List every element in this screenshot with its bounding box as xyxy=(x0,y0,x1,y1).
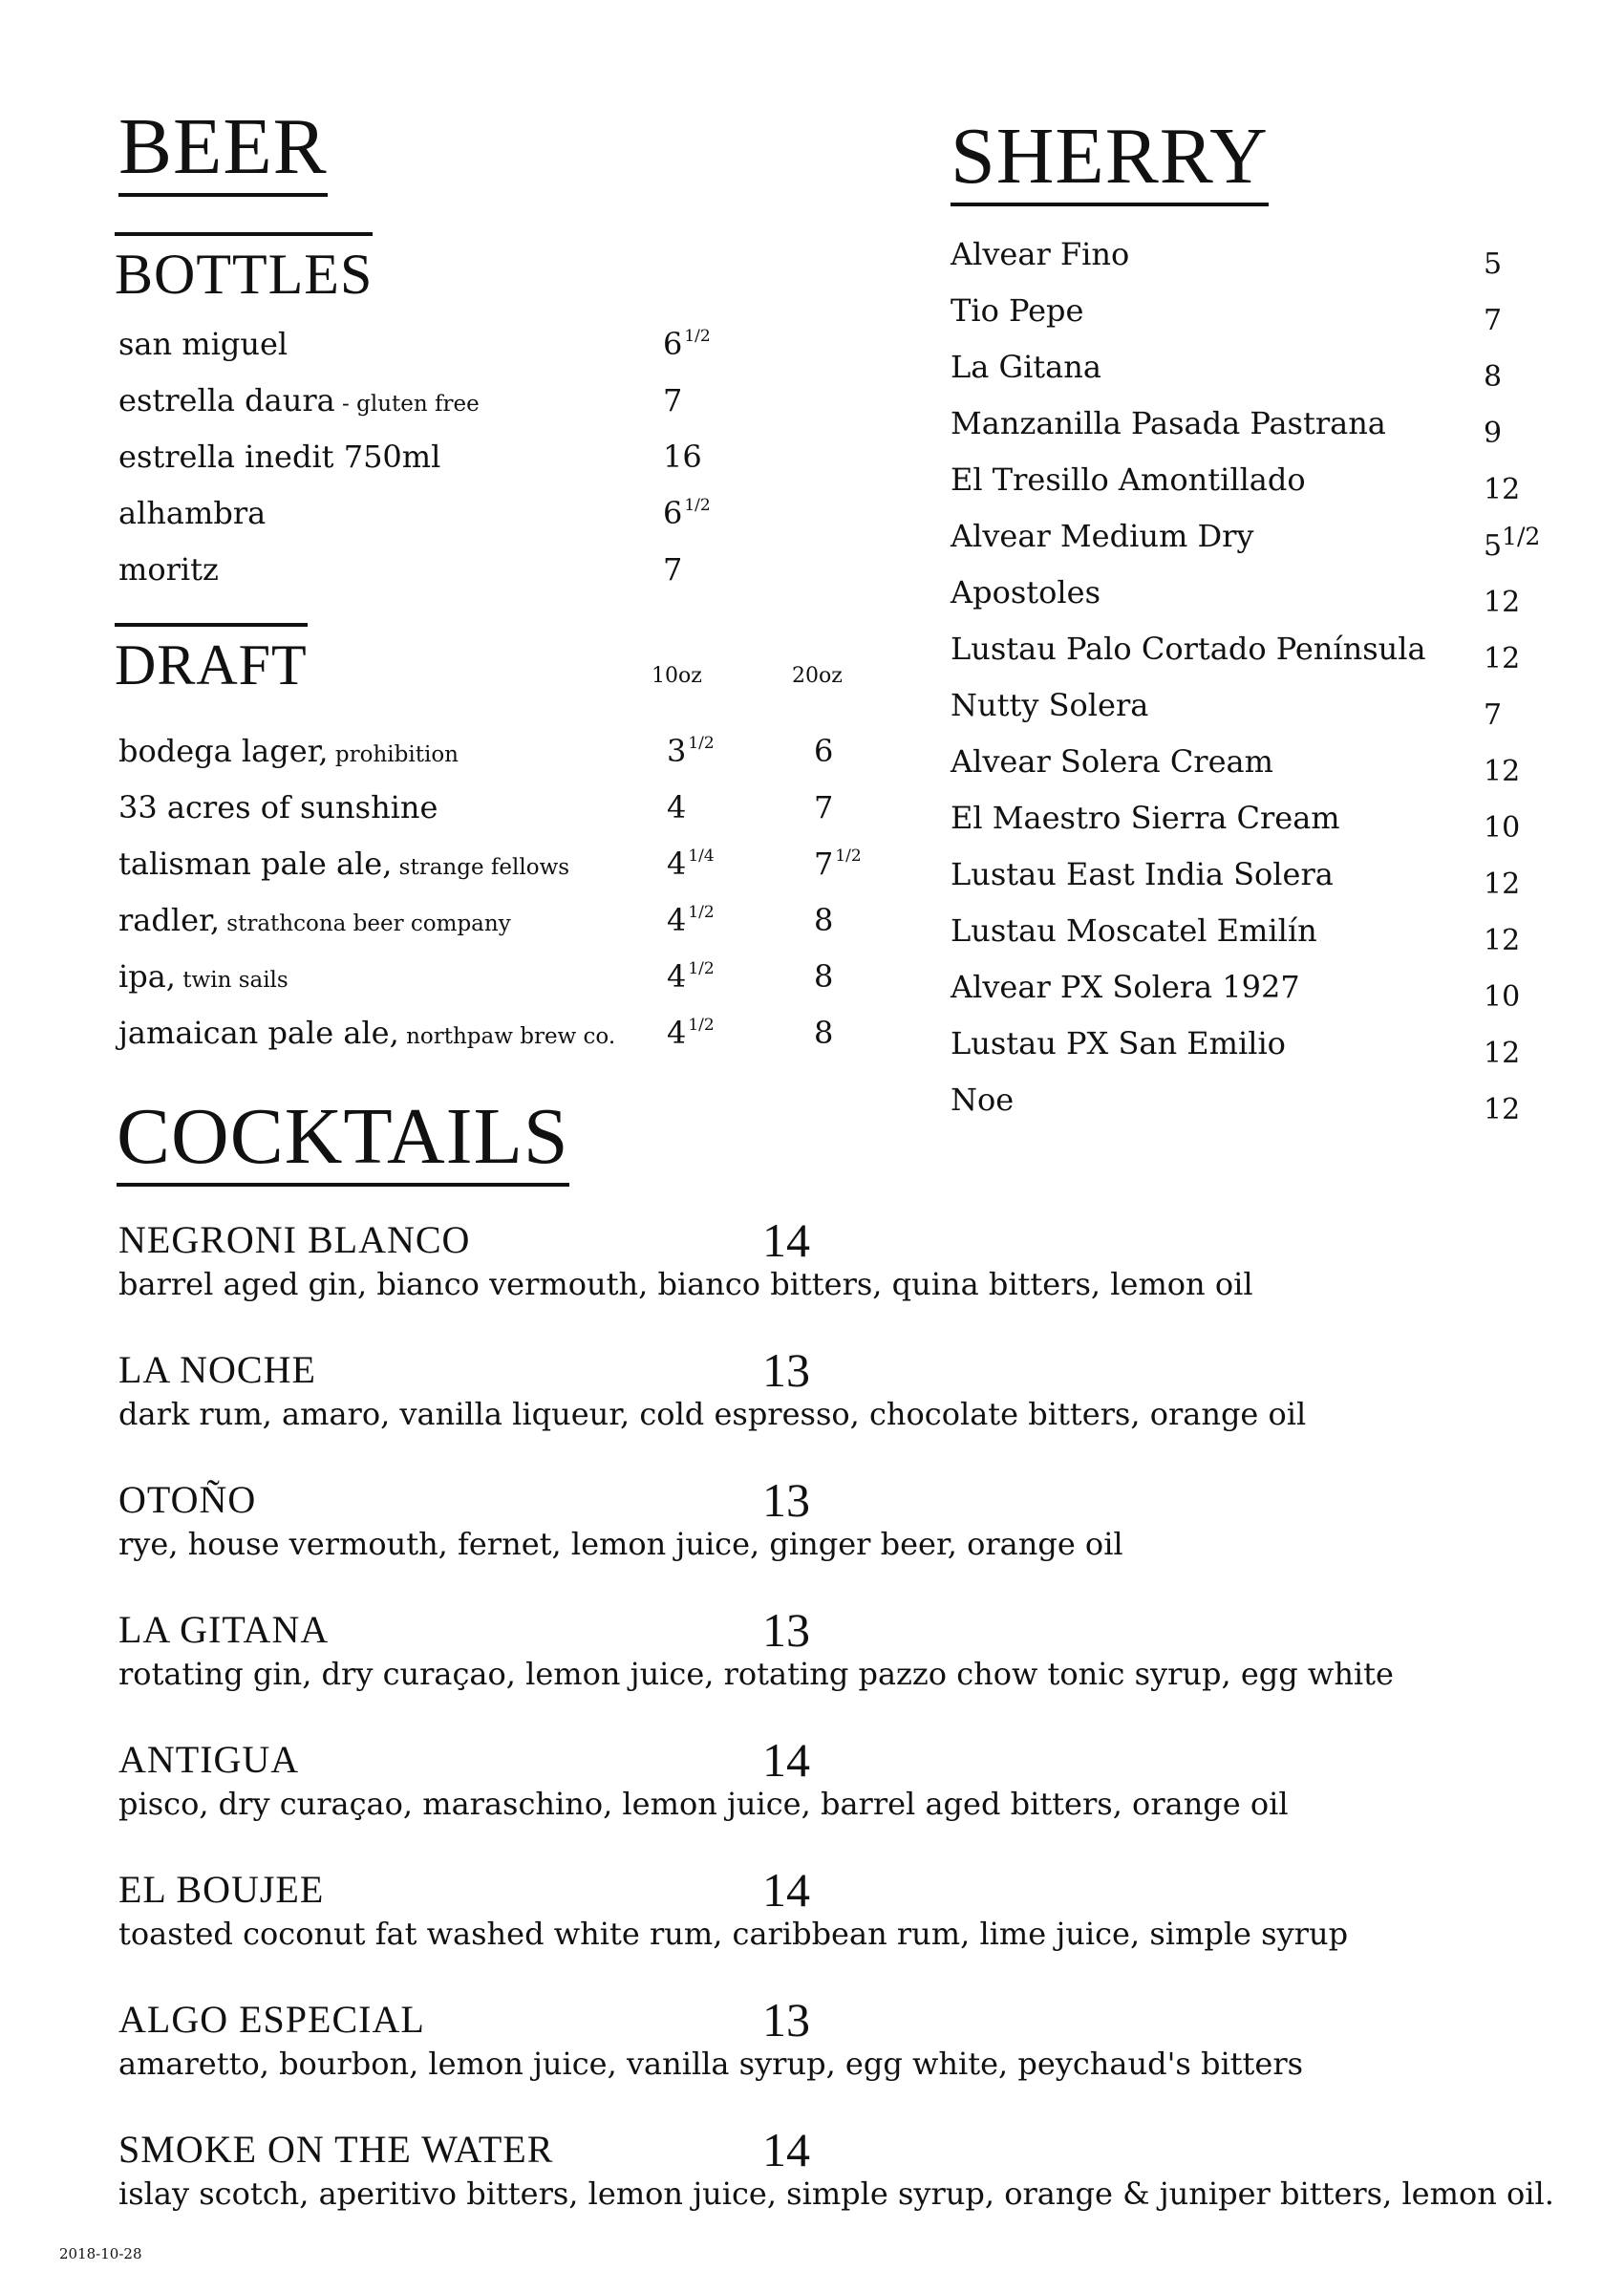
item-price: 12 xyxy=(1484,586,1521,619)
cocktails-heading: COCKTAILS xyxy=(117,1097,569,1187)
price-10oz: 4 $^{1/2}$ xyxy=(667,902,715,938)
list-item: Tio Pepe xyxy=(951,292,1084,329)
list-item: La Gitana xyxy=(951,349,1101,385)
list-item: Apostoles xyxy=(951,574,1100,611)
price-20oz: 6 xyxy=(814,733,834,769)
item-note: - gluten free xyxy=(334,392,480,417)
item-price: 12 xyxy=(1484,473,1521,506)
price-10oz: 3 $^{1/2}$ xyxy=(667,733,715,769)
print-date: 2018-10-28 xyxy=(59,2245,142,2262)
list-item xyxy=(118,439,441,475)
item-price: 16 xyxy=(663,439,702,475)
beer-heading: BEER xyxy=(118,107,328,197)
list-item: Alvear Medium Dry xyxy=(951,518,1254,554)
list-item: Lustau PX San Emilio xyxy=(951,1025,1286,1061)
cocktail-description: dark rum, amaro, vanilla liqueur, cold espresso, chocolate bitters, orange oil xyxy=(118,1396,1307,1432)
cocktail-description: amaretto, bourbon, lemon juice, vanilla syrup, egg white, peychaud's bitters xyxy=(118,2046,1304,2082)
item-name: 33 acres of sunshine xyxy=(118,789,438,825)
item-price: 10 xyxy=(1484,980,1521,1014)
list-item: Alvear PX Solera 1927 xyxy=(951,969,1300,1005)
item-name: ipa, xyxy=(118,958,176,995)
item-price: 12 xyxy=(1484,924,1521,957)
cocktail-name: OTOÑO xyxy=(118,1478,257,1521)
cocktail-name: SMOKE ON THE WATER xyxy=(118,2128,554,2171)
item-note: northpaw brew co. xyxy=(398,1024,616,1049)
list-item: Alvear Fino xyxy=(951,236,1130,272)
cocktail-description: islay scotch, aperitivo bitters, lemon juice, simple syrup, orange & juniper bitters, lemon oil. xyxy=(118,2175,1554,2212)
cocktail-name: NEGRONI BLANCO xyxy=(118,1218,471,1261)
item-name: alhambra xyxy=(118,495,267,531)
item-name: jamaican pale ale, xyxy=(118,1015,399,1051)
item-price: 8 xyxy=(1484,360,1503,394)
cocktail-name: ALGO ESPECIAL xyxy=(118,1998,425,2041)
list-item xyxy=(118,733,459,769)
cocktail-description: rotating gin, dry curaçao, lemon juice, rotating pazzo chow tonic syrup, egg white xyxy=(118,1656,1394,1692)
price-20oz: 8 xyxy=(814,958,834,995)
item-price: 7 xyxy=(663,382,683,418)
cocktail-price: 14 xyxy=(762,2123,810,2176)
list-item: Nutty Solera xyxy=(951,687,1149,723)
item-note: strathcona beer company xyxy=(219,911,511,936)
cocktail-price: 13 xyxy=(762,1343,810,1397)
cocktail-name: ANTIGUA xyxy=(118,1738,300,1781)
cocktail-price: 13 xyxy=(762,1993,810,2047)
item-price: 12 xyxy=(1484,642,1521,675)
item-price: 12 xyxy=(1484,1037,1521,1070)
item-name: estrella daura xyxy=(118,382,335,418)
item-note: strange fellows xyxy=(392,855,570,880)
column-header-10oz: 10oz xyxy=(652,664,702,688)
bottles-heading: BOTTLES xyxy=(115,232,373,303)
cocktail-price: 13 xyxy=(762,1603,810,1657)
price-10oz: 4 $^{1/2}$ xyxy=(667,1015,715,1051)
price-10oz: 4 $^{1/4}$ xyxy=(667,846,715,882)
list-item: Lustau Palo Cortado Península xyxy=(951,631,1426,667)
list-item xyxy=(118,958,288,995)
list-item: El Tresillo Amontillado xyxy=(951,461,1306,498)
list-item: Manzanilla Pasada Pastrana xyxy=(951,405,1386,441)
item-name: estrella inedit 750ml xyxy=(118,439,441,475)
cocktail-name: LA GITANA xyxy=(118,1608,330,1651)
price-20oz: 8 xyxy=(814,902,834,938)
item-price: 7 xyxy=(1484,304,1503,337)
item-price: 12 xyxy=(1484,1093,1521,1126)
item-price: 12 xyxy=(1484,868,1521,901)
list-item xyxy=(118,326,288,362)
item-price: 6 $^{1/2}$ xyxy=(663,495,711,531)
item-name: bodega lager, xyxy=(118,733,329,769)
price-10oz: 4 xyxy=(667,789,687,825)
column-header-20oz: 20oz xyxy=(792,664,843,688)
list-item xyxy=(118,789,438,825)
cocktail-name: LA NOCHE xyxy=(118,1348,316,1391)
item-price: $5^{1/2}$ xyxy=(1484,523,1541,563)
item-name: moritz xyxy=(118,551,219,588)
cocktail-price: 14 xyxy=(762,1733,810,1787)
item-note: twin sails xyxy=(175,968,288,993)
sherry-heading: SHERRY xyxy=(951,117,1269,206)
price-10oz: 4 $^{1/2}$ xyxy=(667,958,715,995)
item-note: prohibition xyxy=(328,742,459,767)
list-item: El Maestro Sierra Cream xyxy=(951,800,1340,836)
cocktail-price: 14 xyxy=(762,1863,810,1917)
cocktail-price: 14 xyxy=(762,1213,810,1267)
item-price: 9 xyxy=(1484,417,1503,450)
list-item xyxy=(118,495,267,531)
list-item: Noe xyxy=(951,1082,1015,1118)
item-price: 6 $^{1/2}$ xyxy=(663,326,711,362)
item-price: 10 xyxy=(1484,811,1521,845)
list-item xyxy=(118,902,511,938)
cocktail-price: 13 xyxy=(762,1473,810,1527)
cocktail-description: barrel aged gin, bianco vermouth, bianco bitters, quina bitters, lemon oil xyxy=(118,1266,1253,1302)
item-name: talisman pale ale, xyxy=(118,846,393,882)
list-item xyxy=(118,382,480,418)
list-item: Lustau Moscatel Emilín xyxy=(951,912,1317,949)
cocktail-name: EL BOUJEE xyxy=(118,1868,325,1911)
item-price: 5 xyxy=(1484,247,1503,281)
item-price: 12 xyxy=(1484,755,1521,788)
draft-heading: DRAFT xyxy=(115,623,308,694)
list-item: Alvear Solera Cream xyxy=(951,743,1273,780)
item-price: 7 xyxy=(1484,698,1503,732)
price-20oz: 7 xyxy=(814,789,834,825)
list-item xyxy=(118,1015,616,1051)
list-item xyxy=(118,846,570,882)
cocktail-description: pisco, dry curaçao, maraschino, lemon juice, barrel aged bitters, orange oil xyxy=(118,1786,1289,1822)
list-item xyxy=(118,551,219,588)
price-20oz: 8 xyxy=(814,1015,834,1051)
list-item: Lustau East India Solera xyxy=(951,856,1334,892)
item-price: 7 xyxy=(663,551,683,588)
cocktail-description: toasted coconut fat washed white rum, caribbean rum, lime juice, simple syrup xyxy=(118,1916,1349,1952)
item-name: san miguel xyxy=(118,326,288,362)
item-name: radler, xyxy=(118,902,220,938)
price-20oz: 7 $^{1/2}$ xyxy=(814,846,862,882)
cocktail-description: rye, house vermouth, fernet, lemon juice, ginger beer, orange oil xyxy=(118,1526,1123,1562)
